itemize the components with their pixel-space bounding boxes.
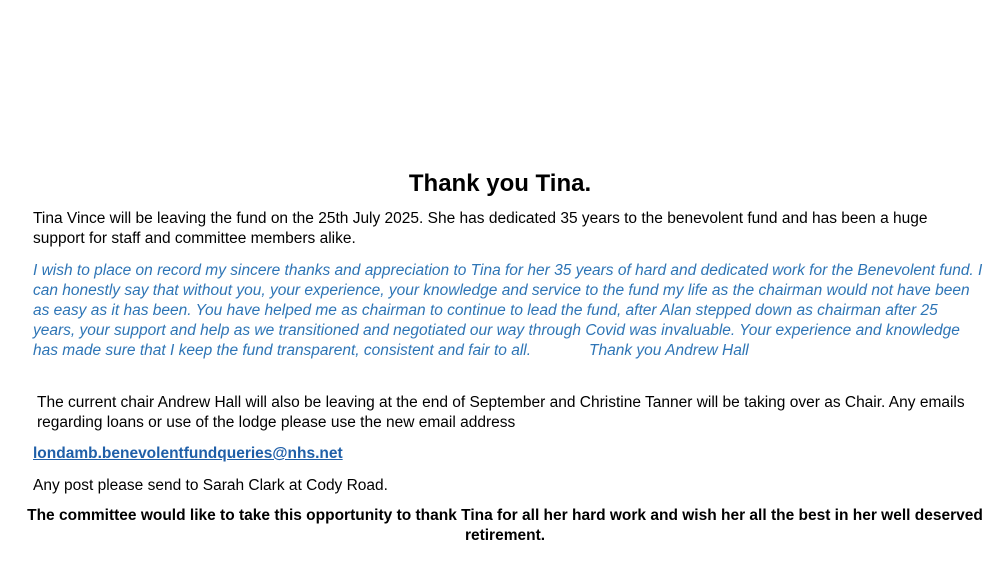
slide-title: Thank you Tina. bbox=[408, 170, 592, 197]
quote-text: I wish to place on record my sincere thanks and appreciation to Tina for her 35 years of hard and dedicated work for the Benevolent fund. I can honestly say that without you, your experience, your knowledge and service to the fund my life as the chairman would not have been as easy as it has been. You have helped me as chairman to continue to lead the fund, after Alan stepped down as chairman after 25 years, your support and help as we transitioned and negotiated our way through Covid was invaluable. Your experience and knowledge has made sure that I keep the fund transparent, consistent and fair to all. bbox=[33, 262, 983, 359]
chair-notice-paragraph: The current chair Andrew Hall will also be leaving at the end of September and Christine Tanner will be taking over as Chair. Any emails regarding loans or use of the lodge please use the new email address bbox=[37, 394, 965, 431]
contact-email-link[interactable]: londamb.benevolentfundqueries@nhs.net bbox=[33, 445, 343, 462]
quote-signature: Thank you Andrew Hall bbox=[589, 342, 749, 359]
post-notice-paragraph: Any post please send to Sarah Clark at Cody Road. bbox=[33, 477, 388, 494]
intro-paragraph: Tina Vince will be leaving the fund on the 25th July 2025. She has dedicated 35 years to the benevolent fund and has been a huge support for staff and committee members alike. bbox=[33, 210, 928, 247]
thank-you-quote bbox=[33, 261, 983, 361]
closing-message: The committee would like to take this opportunity to thank Tina for all her hard work and wish her all the best in her well deserved retirement. bbox=[27, 507, 983, 544]
